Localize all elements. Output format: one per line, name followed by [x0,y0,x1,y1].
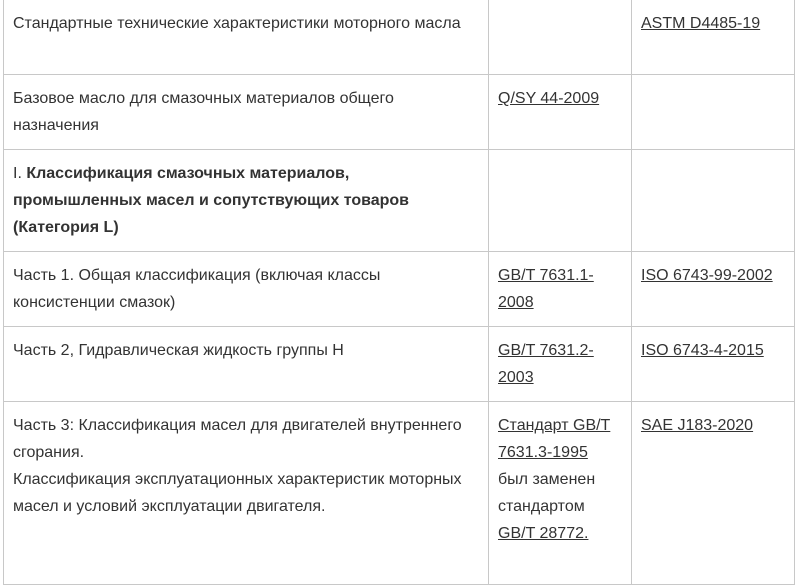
description-text-2: Классификация эксплуатационных характеристик моторных масел и условий эксплуатации двигателя. [13,471,462,515]
intl-standard-cell [632,75,795,150]
gb-standard-link[interactable]: GB/T 7631.1-2008 [498,267,594,311]
gb-standard-cell [489,150,632,252]
description-text: Стандартные технические характеристики моторного масла [13,15,461,32]
intl-standard-link[interactable]: ISO 6743-99-2002 [641,267,773,284]
description-cell [4,150,489,252]
replacement-note: был заменен стандартом [498,471,596,515]
section-prefix: I. [13,165,27,182]
description-cell [4,0,489,75]
description-cell [4,327,489,402]
intl-standard-link[interactable]: ISO 6743-4-2015 [641,342,764,359]
gb-standard-cell [489,252,632,327]
table-row [4,150,795,252]
gb-standard-cell [489,0,632,75]
table-row [4,402,795,585]
intl-standard-cell [632,327,795,402]
gb-standard-link[interactable]: GB/T 7631.2-2003 [498,342,594,386]
standards-table [3,0,795,585]
intl-standard-cell [632,252,795,327]
description-cell [4,252,489,327]
description-cell [4,402,489,585]
intl-standard-link[interactable]: SAE J183-2020 [641,417,754,434]
gb-standard-link[interactable]: Стандарт GB/T 7631.3-1995 [498,417,611,461]
description-text: Базовое масло для смазочных материалов общего назначения [13,90,394,134]
intl-standard-cell [632,402,795,585]
description-text: Часть 3: Классификация масел для двигателей внутреннего сгорания. [13,417,462,461]
intl-standard-cell [632,0,795,75]
table-row [4,327,795,402]
gb-standard-cell [489,402,632,585]
gb-standard-link[interactable]: Q/SY 44-2009 [498,90,600,107]
description-cell [4,75,489,150]
intl-standard-cell [632,150,795,252]
table-row [4,75,795,150]
gb-standard-cell [489,327,632,402]
gb-replacement-link[interactable]: GB/T 28772. [498,525,589,542]
description-text: Часть 1. Общая классификация (включая классы консистенции смазок) [13,267,381,311]
table-row [4,252,795,327]
gb-standard-cell [489,75,632,150]
table-row [4,0,795,75]
intl-standard-link[interactable]: ASTM D4485-19 [641,15,761,32]
section-heading: Классификация смазочных материалов, промышленных масел и сопутствующих товаров (Категория L) [13,165,410,236]
description-text: Часть 2, Гидравлическая жидкость группы H [13,342,344,359]
